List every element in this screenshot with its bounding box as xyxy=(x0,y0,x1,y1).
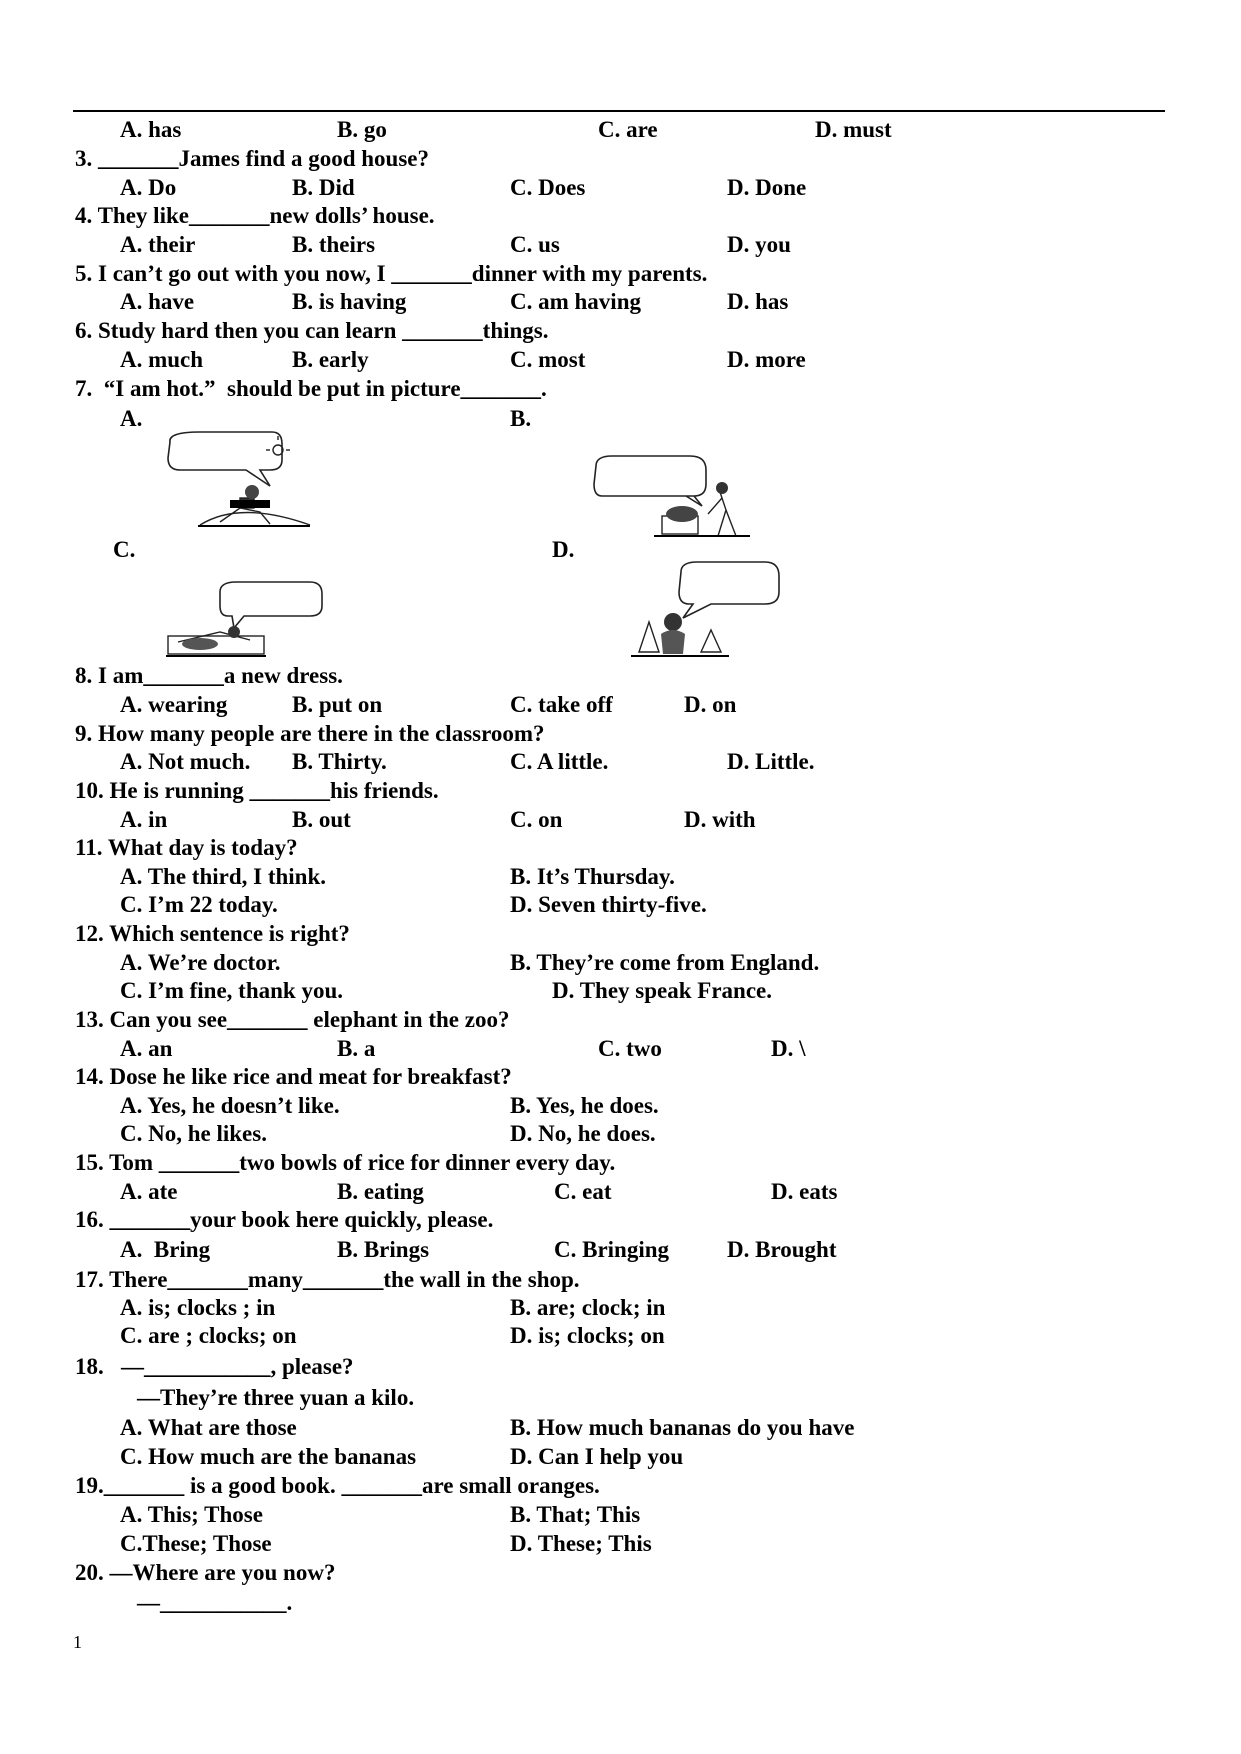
question-text: 12. Which sentence is right? xyxy=(75,921,350,946)
answer-option: A. have xyxy=(120,289,195,314)
answer-option: D. Brought xyxy=(727,1237,837,1262)
question-text: 17. There_______many_______the wall in the shop. xyxy=(75,1267,580,1292)
answer-option: A. wearing xyxy=(120,692,228,717)
answer-option: A. an xyxy=(120,1036,173,1061)
question-text: 11. What day is today? xyxy=(75,835,298,860)
answer-option: C. on xyxy=(510,807,563,832)
answer-option: A. The third, I think. xyxy=(120,864,327,889)
answer-option: C. How much are the bananas xyxy=(120,1444,417,1469)
answer-option: —They’re three yuan a kilo. xyxy=(137,1385,415,1410)
question-text: 19._______ is a good book. _______are small oranges. xyxy=(75,1473,600,1498)
answer-option: B. theirs xyxy=(292,232,376,257)
answer-option: B. They’re come from England. xyxy=(510,950,820,975)
answer-option: C. eat xyxy=(554,1179,612,1204)
answer-option: A. Yes, he doesn’t like. xyxy=(120,1093,340,1118)
answer-option: C. us xyxy=(510,232,560,257)
answer-option: C. A little. xyxy=(510,749,609,774)
question-text: 8. I am_______a new dress. xyxy=(75,663,343,688)
question-text: 3. _______James find a good house? xyxy=(75,146,429,171)
answer-option: C. am having xyxy=(510,289,641,314)
question-text: 16. _______your book here quickly, please. xyxy=(75,1207,494,1232)
answer-option: D. Done xyxy=(727,175,807,200)
answer-option: C. are ; clocks; on xyxy=(120,1323,297,1348)
answer-option: D. is; clocks; on xyxy=(510,1323,665,1348)
answer-option: B. go xyxy=(337,117,387,142)
answer-option: D. \ xyxy=(771,1036,806,1061)
answer-option: B. a xyxy=(337,1036,376,1061)
picture-c xyxy=(160,580,330,660)
answer-option: D. xyxy=(552,537,575,562)
answer-option: B. Yes, he does. xyxy=(510,1093,659,1118)
answer-option: D. Seven thirty-five. xyxy=(510,892,707,917)
answer-option: D. with xyxy=(684,807,756,832)
answer-option: D. No, he does. xyxy=(510,1121,656,1146)
answer-option: C. take off xyxy=(510,692,613,717)
question-text: 7. “I am hot.” should be put in picture_______. xyxy=(75,376,547,401)
answer-option: A. Do xyxy=(120,175,177,200)
answer-option: A. Bring xyxy=(120,1237,211,1262)
answer-option: D. has xyxy=(727,289,789,314)
picture-b xyxy=(590,452,760,542)
answer-option: D. Little. xyxy=(727,749,815,774)
answer-option: B. It’s Thursday. xyxy=(510,864,675,889)
answer-option: C. I’m 22 today. xyxy=(120,892,278,917)
answer-option: C. Does xyxy=(510,175,586,200)
question-text: 9. How many people are there in the classroom? xyxy=(75,721,545,746)
answer-option: A. their xyxy=(120,232,196,257)
question-text: 10. He is running _______his friends. xyxy=(75,778,439,803)
header-rule xyxy=(73,110,1165,112)
answer-option: C. No, he likes. xyxy=(120,1121,267,1146)
answer-option: B. Did xyxy=(292,175,355,200)
question-text: 18. —___________, please? xyxy=(75,1354,354,1379)
answer-option: B. is having xyxy=(292,289,407,314)
answer-option: D. must xyxy=(815,117,892,142)
answer-option: C. xyxy=(113,537,136,562)
question-text: 15. Tom _______two bowls of rice for dinner every day. xyxy=(75,1150,616,1175)
answer-option: D. Can I help you xyxy=(510,1444,684,1469)
question-text: 14. Dose he like rice and meat for breakfast? xyxy=(75,1064,512,1089)
answer-option: A. xyxy=(120,406,143,431)
answer-option: —___________. xyxy=(137,1590,293,1615)
answer-option: B. eating xyxy=(337,1179,424,1204)
question-text: 5. I can’t go out with you now, I _______dinner with my parents. xyxy=(75,261,708,286)
answer-option: C. two xyxy=(598,1036,662,1061)
answer-option: B. That; This xyxy=(510,1502,641,1527)
answer-option: A. We’re doctor. xyxy=(120,950,281,975)
answer-option: A. is; clocks ; in xyxy=(120,1295,276,1320)
page-number: 1 xyxy=(73,1632,82,1652)
answer-option: A. has xyxy=(120,117,182,142)
answer-option: C. are xyxy=(598,117,658,142)
question-text: 20. —Where are you now? xyxy=(75,1560,336,1585)
picture-d xyxy=(625,560,795,665)
answer-option: D. more xyxy=(727,347,806,372)
question-text: 13. Can you see_______ elephant in the zoo? xyxy=(75,1007,510,1032)
answer-option: A. much xyxy=(120,347,204,372)
answer-option: C. Bringing xyxy=(554,1237,670,1262)
answer-option: D. you xyxy=(727,232,791,257)
answer-option: A. Not much. xyxy=(120,749,251,774)
answer-option: D. They speak France. xyxy=(552,978,772,1003)
picture-a xyxy=(160,430,330,535)
answer-option: D. eats xyxy=(771,1179,838,1204)
answer-option: B. put on xyxy=(292,692,383,717)
answer-option: B. How much bananas do you have xyxy=(510,1415,855,1440)
answer-option: D. These; This xyxy=(510,1531,652,1556)
answer-option: B. xyxy=(510,406,532,431)
answer-option: B. Brings xyxy=(337,1237,430,1262)
answer-option: A. ate xyxy=(120,1179,178,1204)
answer-option: C. I’m fine, thank you. xyxy=(120,978,344,1003)
question-text: 4. They like_______new dolls’ house. xyxy=(75,203,435,228)
question-text: 6. Study hard then you can learn _______things. xyxy=(75,318,549,343)
answer-option: D. on xyxy=(684,692,737,717)
answer-option: B. Thirty. xyxy=(292,749,387,774)
answer-option: B. out xyxy=(292,807,351,832)
answer-option: C.These; Those xyxy=(120,1531,272,1556)
answer-option: C. most xyxy=(510,347,586,372)
answer-option: B. early xyxy=(292,347,369,372)
answer-option: A. in xyxy=(120,807,168,832)
answer-option: A. This; Those xyxy=(120,1502,263,1527)
answer-option: B. are; clock; in xyxy=(510,1295,666,1320)
answer-option: A. What are those xyxy=(120,1415,297,1440)
